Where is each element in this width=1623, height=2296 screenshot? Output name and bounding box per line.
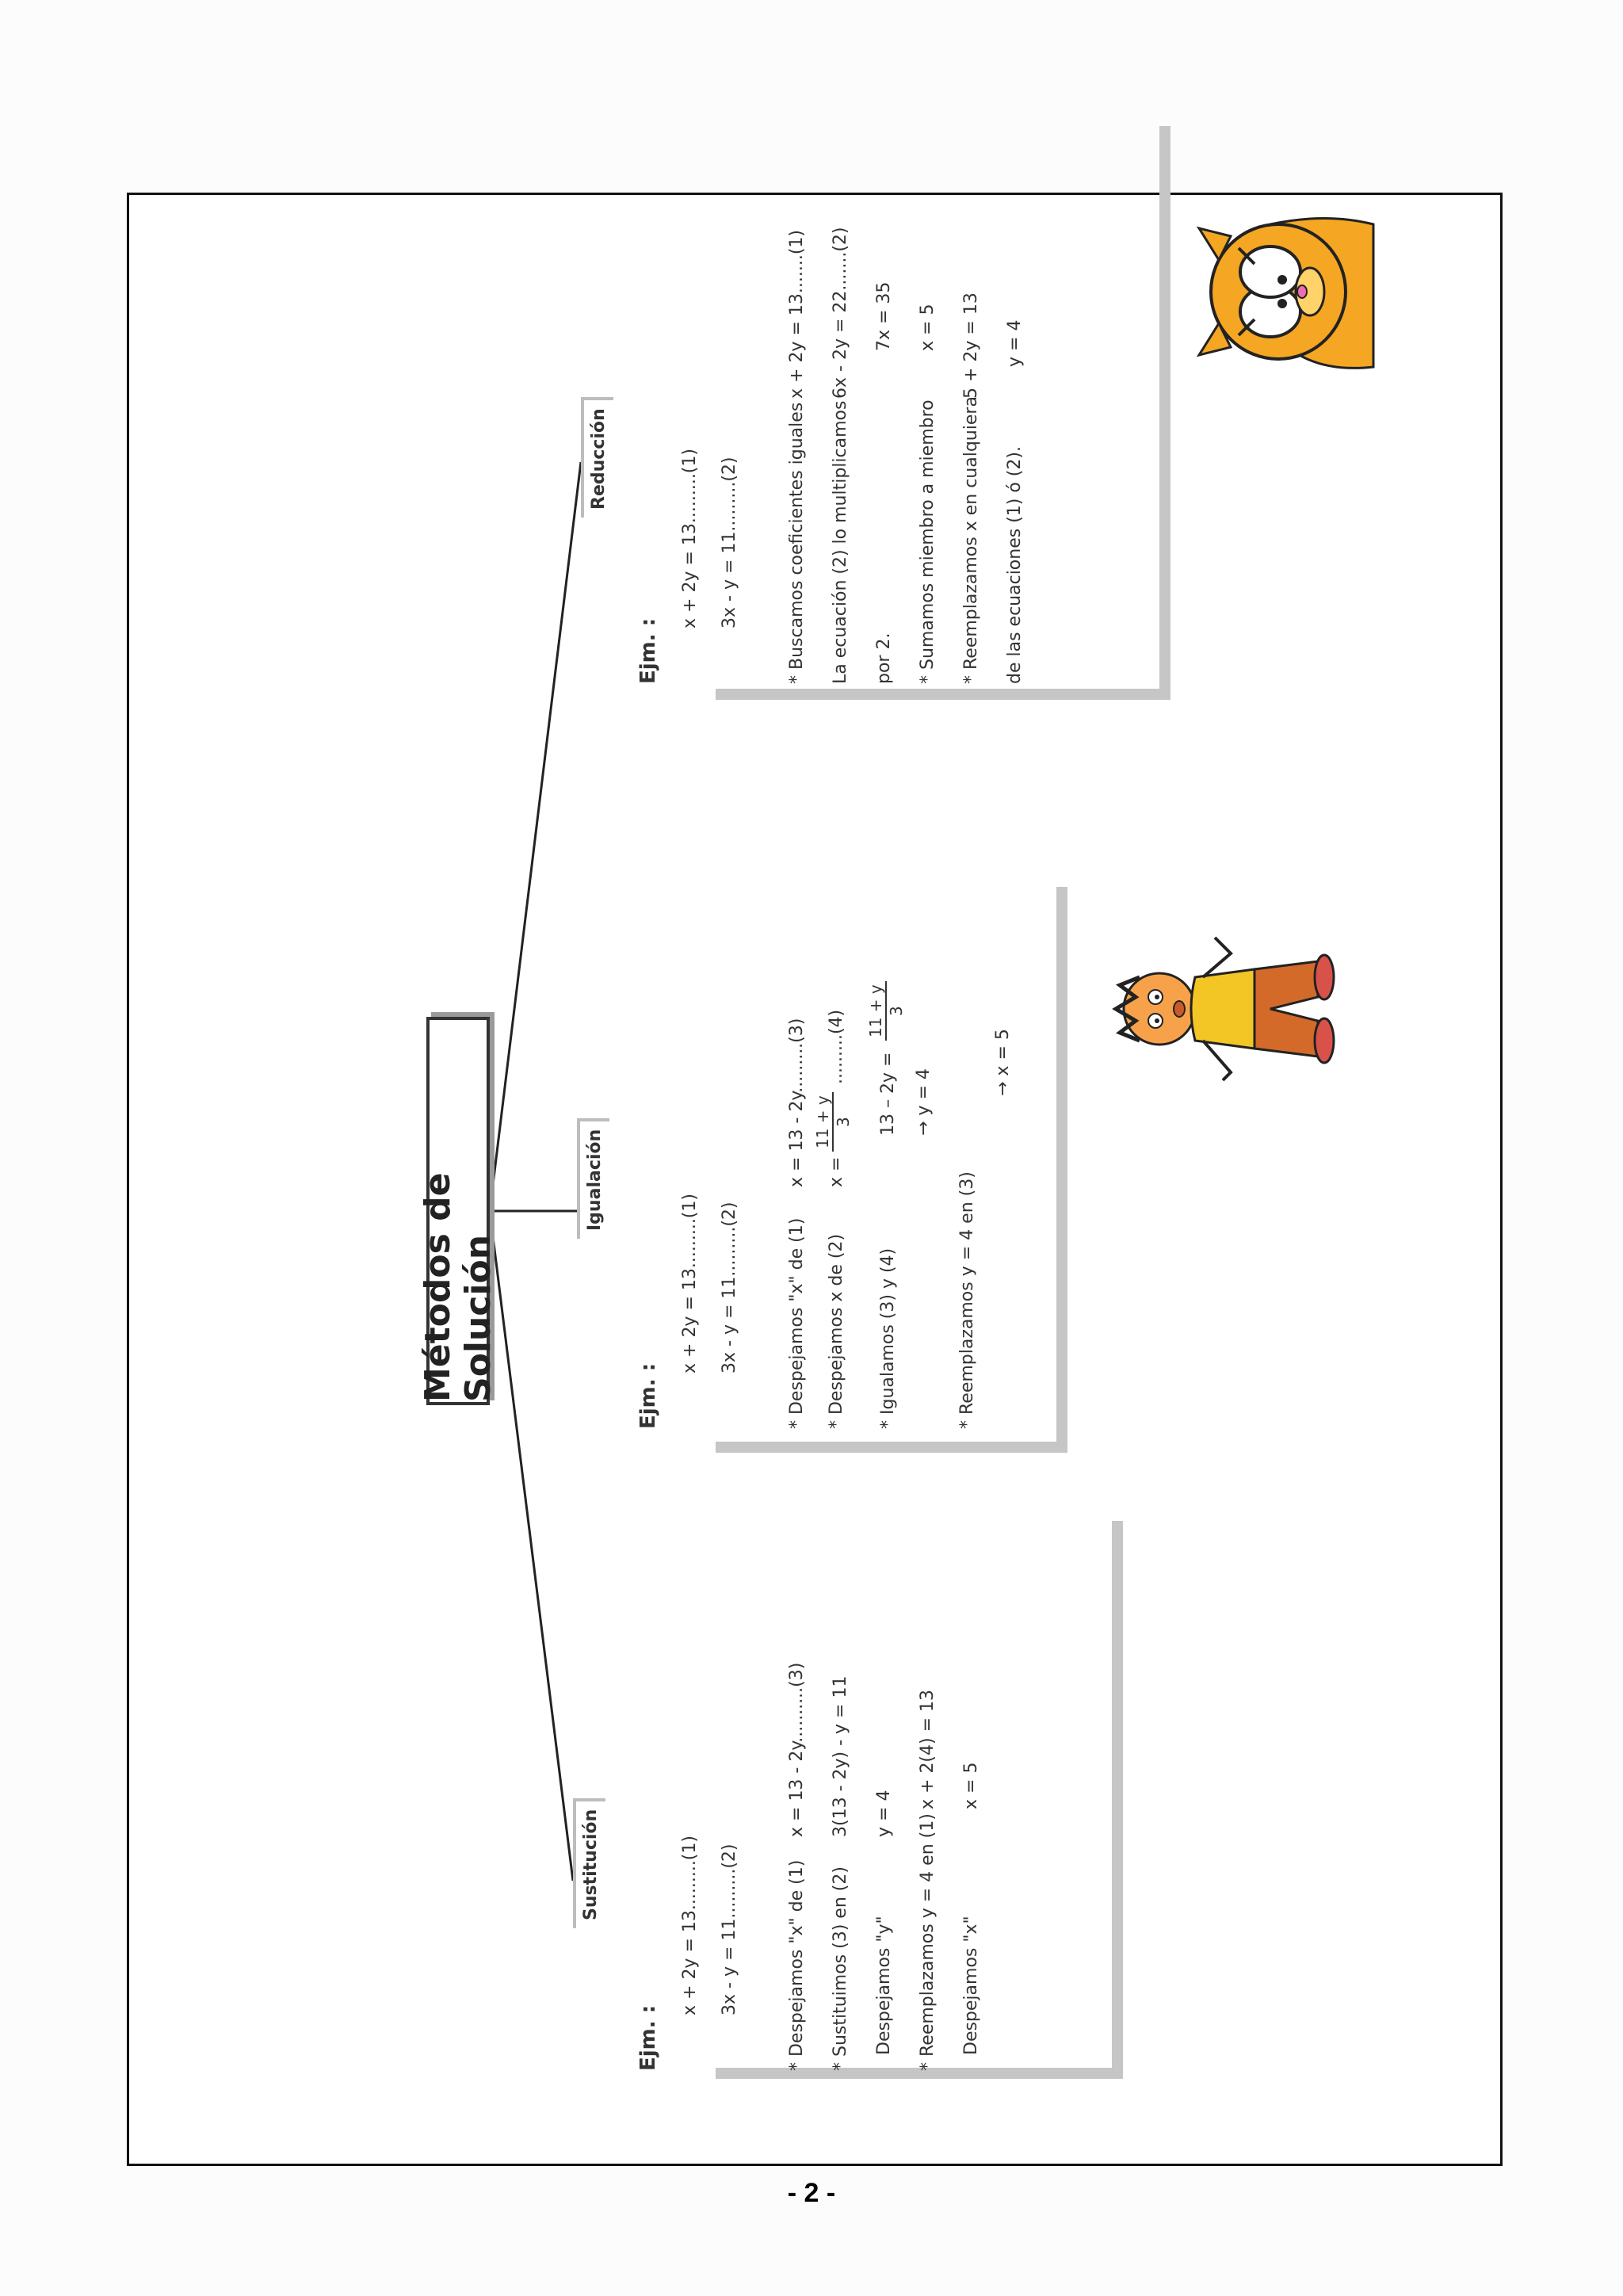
equation-2: 3x - y = 11.........(2) bbox=[720, 1201, 739, 1373]
result-label: 13 – 2y = bbox=[878, 1052, 898, 1136]
result: x = 13 - 2y..........(3) bbox=[787, 1662, 807, 1837]
step: de las ecuaciones (1) ó (2). bbox=[1005, 446, 1025, 684]
cartoon-boy-illustration bbox=[1112, 914, 1350, 1096]
equation-1: x + 2y = 13.........(1) bbox=[680, 1194, 700, 1373]
result: x = 5 bbox=[961, 1762, 981, 1809]
step: Despejamos "x" bbox=[961, 1916, 981, 2055]
step: * Despejamos "x" de (1) bbox=[787, 1859, 807, 2071]
equation-1: x + 2y = 13.........(1) bbox=[680, 1836, 700, 2015]
result-label: x = bbox=[827, 1156, 846, 1187]
ejm-label: Ejm. : bbox=[636, 1362, 660, 1429]
result-label: .........(4) bbox=[827, 1009, 846, 1084]
step: * Igualamos (3) y (4) bbox=[878, 1247, 898, 1429]
result: x + 2y = 13.......(1) bbox=[787, 230, 807, 399]
result: → y = 4 bbox=[914, 1068, 934, 1136]
fraction-denominator: 3 bbox=[834, 1117, 853, 1127]
result: x = 5 bbox=[918, 304, 938, 351]
ejm-label: Ejm. : bbox=[636, 617, 660, 684]
branch-label-sustitucion: Sustitución bbox=[573, 1798, 605, 1928]
fraction bbox=[866, 981, 906, 1041]
step: * Buscamos coeficientes iguales bbox=[787, 402, 807, 684]
fraction-numerator: 11 + y bbox=[866, 981, 887, 1041]
result: y = 4 bbox=[874, 1790, 894, 1837]
result: x + 2(4) = 13 bbox=[918, 1689, 938, 1809]
concept-map bbox=[129, 193, 1505, 2166]
page-frame bbox=[127, 193, 1503, 2166]
panel-reduccion bbox=[716, 126, 1170, 700]
cartoon-cat-illustration bbox=[1183, 201, 1389, 383]
equation-2: 3x - y = 11.........(2) bbox=[720, 457, 739, 628]
equation-2: 3x - y = 11.........(2) bbox=[720, 1843, 739, 2015]
step: por 2. bbox=[874, 632, 894, 684]
branch-label-reduccion: Reducción bbox=[581, 397, 613, 518]
step: * Reemplazamos y = 4 en (3) bbox=[957, 1171, 977, 1429]
fraction-denominator: 3 bbox=[887, 1006, 906, 1016]
page-number: - 2 - bbox=[787, 2178, 836, 2208]
step: * Sustituimos (3) en (2) bbox=[831, 1866, 850, 2071]
fraction bbox=[813, 1092, 853, 1152]
result: 6x - 2y = 22.......(2) bbox=[831, 227, 850, 399]
result: 3(13 - 2y) - y = 11 bbox=[831, 1675, 850, 1837]
step: La ecuación (2) lo multiplicamos bbox=[831, 400, 850, 684]
result: → x = 5 bbox=[993, 1029, 1013, 1096]
step: Despejamos "y" bbox=[874, 1916, 894, 2055]
page-title: Métodos de Solución bbox=[426, 1017, 490, 1405]
result: y = 4 bbox=[1005, 319, 1025, 367]
result: 7x = 35 bbox=[874, 281, 894, 351]
step: * Sumamos miembro a miembro bbox=[918, 399, 938, 684]
step: * Reemplazamos x en cualquiera bbox=[961, 396, 981, 684]
step: * Despejamos x de (2) bbox=[827, 1233, 846, 1429]
equation-1: x + 2y = 13.........(1) bbox=[680, 449, 700, 628]
step: * Reemplazamos y = 4 en (1) bbox=[918, 1813, 938, 2071]
ejm-label: Ejm. : bbox=[636, 2004, 660, 2071]
fraction-numerator: 11 + y bbox=[813, 1092, 834, 1152]
step: * Despejamos "x" de (1) bbox=[787, 1217, 807, 1429]
branch-label-igualacion: Igualación bbox=[577, 1118, 609, 1239]
result: x = 13 - 2y.........(3) bbox=[787, 1018, 807, 1187]
result: 5 + 2y = 13 bbox=[961, 292, 981, 399]
